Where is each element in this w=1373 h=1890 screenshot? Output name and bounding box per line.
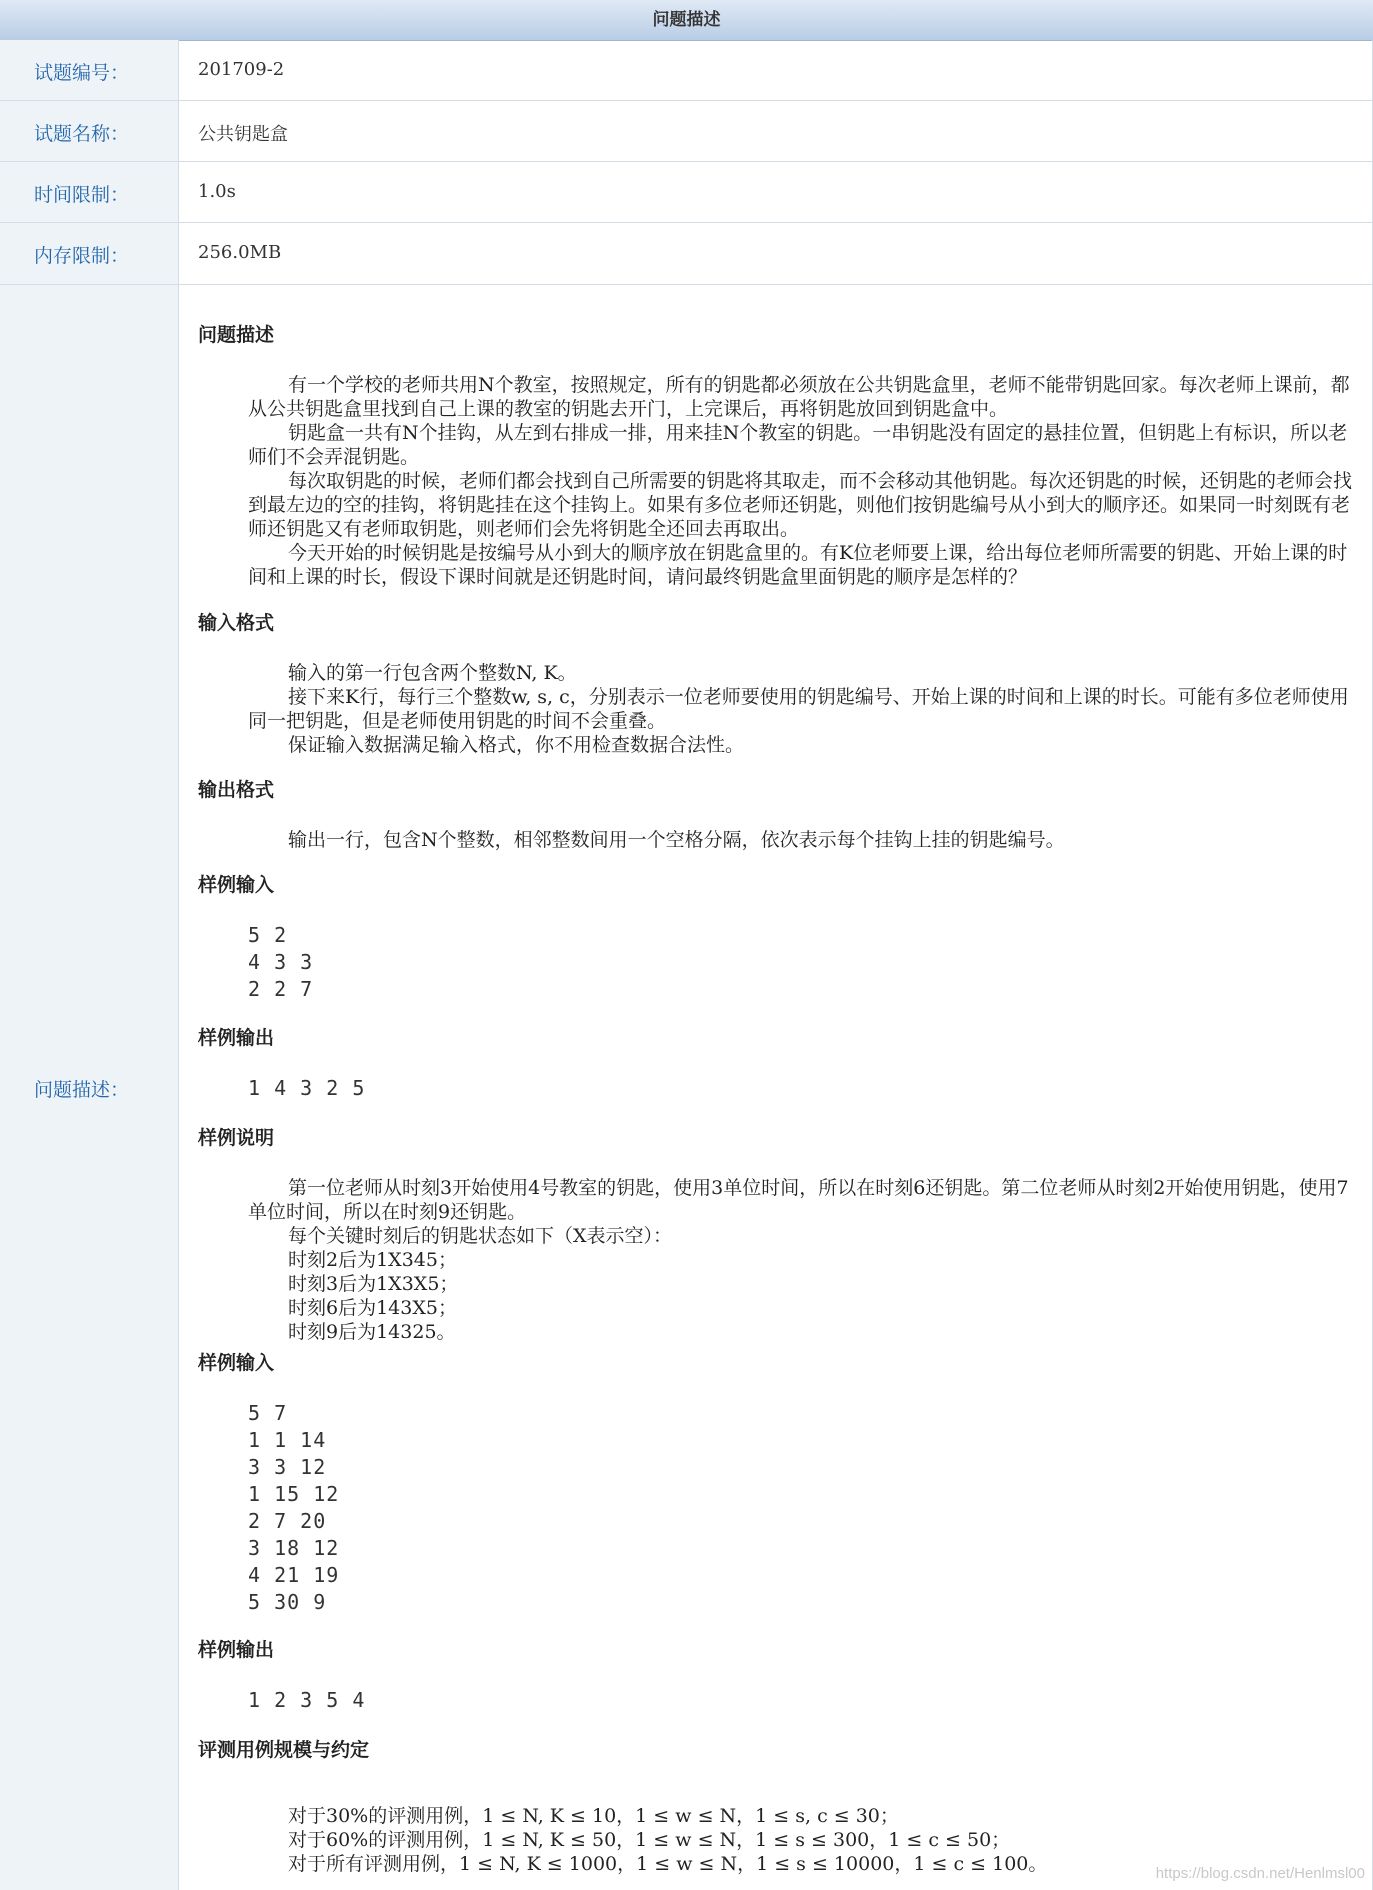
- section-title-explanation: 样例说明: [198, 1127, 275, 1149]
- section-title-sample-output-2: 样例输出: [198, 1639, 275, 1661]
- row-problem-name: [0, 101, 1373, 162]
- sample-input-line: 2 2 7: [248, 977, 314, 1001]
- explanation-lines: [288, 1224, 672, 1344]
- sample-input-line: 3 3 12: [248, 1455, 327, 1479]
- test-scale-line: 对于60%的评测用例，1 ≤ N, K ≤ 50，1 ≤ w ≤ N，1 ≤ s ≤ 300，1 ≤ c ≤ 50；: [288, 1829, 1011, 1851]
- problem-paragraph: 每次取钥匙的时候，老师们都会找到自己所需要的钥匙将其取走，而不会移动其他钥匙。每次还钥匙的时候，还钥匙的老师会找到最左边的空的挂钩，将钥匙挂在这个挂钩上。如果有多位老师还钥匙，则他们按钥匙编号从小到大的顺序还。如果同一时刻既有老师还钥匙又有老师取钥匙，则老师们会先将钥匙全还回去再取出。: [248, 470, 1353, 540]
- problem-id-label: 试题编号：: [34, 62, 130, 84]
- page-header: 问题描述: [0, 0, 1373, 41]
- problem-name-value: 公共钥匙盒: [198, 124, 288, 145]
- sample-output-1: [248, 1075, 365, 1102]
- problem-paragraph: 有一个学校的老师共用N个教室，按照规定，所有的钥匙都必须放在公共钥匙盒里，老师不能带钥匙回家。每次老师上课前，都从公共钥匙盒里找到自己上课的教室的钥匙去开门，上完课后，再将钥匙放回到钥匙盒中。: [248, 374, 1350, 420]
- time-limit-label: 时间限制：: [34, 184, 130, 206]
- explanation-line: 时刻9后为14325。: [288, 1321, 456, 1343]
- problem-name-label: 试题名称：: [34, 123, 130, 145]
- sample-input-line: 5 2: [248, 923, 288, 947]
- row-memory-limit: [0, 223, 1373, 285]
- row-time-limit: [0, 162, 1373, 223]
- problem-id-value: 201709-2: [198, 59, 285, 80]
- section-title-output: 输出格式: [198, 779, 275, 801]
- sample-input-line: 2 7 20: [248, 1509, 327, 1533]
- explanation-line: 时刻2后为1X345；: [288, 1249, 457, 1271]
- input-paragraph: 接下来K行，每行三个整数w, s, c，分别表示一位老师要使用的钥匙编号、开始上课的时间和上课的时长。可能有多位老师使用同一把钥匙，但是老师使用钥匙的时间不会重叠。: [248, 686, 1349, 732]
- sample-input-line: 5 30 9: [248, 1590, 327, 1614]
- section-title-sample-output-1: 样例输出: [198, 1027, 275, 1049]
- sample-input-line: 3 18 12: [248, 1536, 340, 1560]
- sample-output-line: 1 4 3 2 5: [248, 1076, 366, 1100]
- explanation-line: 每个关键时刻后的钥匙状态如下（X表示空）：: [288, 1225, 673, 1247]
- problem-paragraph: 钥匙盒一共有N个挂钩，从左到右排成一排，用来挂N个教室的钥匙。一串钥匙没有固定的悬挂位置，但钥匙上有标识，所以老师们不会弄混钥匙。: [248, 422, 1348, 468]
- label-cell: [0, 101, 179, 161]
- section-title-sample-input-2: 样例输入: [198, 1352, 275, 1374]
- sample-input-1: [248, 922, 313, 1003]
- row-problem-id: [0, 40, 1373, 101]
- sample-input-2: [248, 1400, 339, 1616]
- sample-input-line: 1 1 14: [248, 1428, 327, 1452]
- section-title-problem: 问题描述: [198, 324, 275, 346]
- sample-input-line: 4 3 3: [248, 950, 314, 974]
- time-limit-value: 1.0s: [198, 181, 236, 202]
- label-cell: [0, 162, 179, 222]
- label-cell: [0, 285, 179, 1890]
- output-paragraph: 输出一行，包含N个整数，相邻整数间用一个空格分隔，依次表示每个挂钩上挂的钥匙编号。: [288, 829, 1065, 851]
- sample-output-line: 1 2 3 5 4: [248, 1688, 366, 1712]
- sample-input-line: 4 21 19: [248, 1563, 340, 1587]
- description-label: 问题描述：: [34, 1079, 130, 1101]
- explanation-paragraph: 第一位老师从时刻3开始使用4号教室的钥匙，使用3单位时间，所以在时刻6还钥匙。第二位老师从时刻2开始使用钥匙，使用7单位时间，所以在时刻9还钥匙。: [248, 1177, 1349, 1223]
- section-title-test-scale: 评测用例规模与约定: [198, 1739, 370, 1761]
- test-scale-line: 对于30%的评测用例，1 ≤ N, K ≤ 10，1 ≤ w ≤ N，1 ≤ s, c ≤ 30；: [288, 1805, 899, 1827]
- sample-input-line: 5 7: [248, 1401, 288, 1425]
- memory-limit-label: 内存限制：: [34, 245, 130, 267]
- row-description: [0, 285, 1373, 1890]
- input-paragraph: 保证输入数据满足输入格式，你不用检查数据合法性。: [288, 734, 745, 756]
- problem-paragraph: 今天开始的时候钥匙是按编号从小到大的顺序放在钥匙盒里的。有K位老师要上课，给出每位老师所需要的钥匙、开始上课的时间和上课的时长，假设下课时间就是还钥匙时间，请问最终钥匙盒里面钥匙的顺序是怎样的？: [248, 542, 1348, 588]
- explanation-line: 时刻3后为1X3X5；: [288, 1273, 459, 1295]
- memory-limit-value: 256.0MB: [198, 242, 282, 263]
- section-title-input: 输入格式: [198, 612, 275, 634]
- label-cell: [0, 223, 179, 284]
- sample-input-line: 1 15 12: [248, 1482, 340, 1506]
- label-cell: [0, 40, 179, 100]
- section-title-sample-input-1: 样例输入: [198, 874, 275, 896]
- test-scale-line: 对于所有评测用例，1 ≤ N, K ≤ 1000，1 ≤ w ≤ N，1 ≤ s ≤ 10000，1 ≤ c ≤ 100。: [288, 1853, 1048, 1875]
- sample-output-2: [248, 1687, 365, 1714]
- explanation-line: 时刻6后为143X5；: [288, 1297, 457, 1319]
- watermark: https://blog.csdn.net/Henlmsl00: [1155, 1865, 1365, 1882]
- test-scale-lines: [288, 1804, 1047, 1876]
- input-paragraph: 输入的第一行包含两个整数N, K。: [288, 662, 577, 684]
